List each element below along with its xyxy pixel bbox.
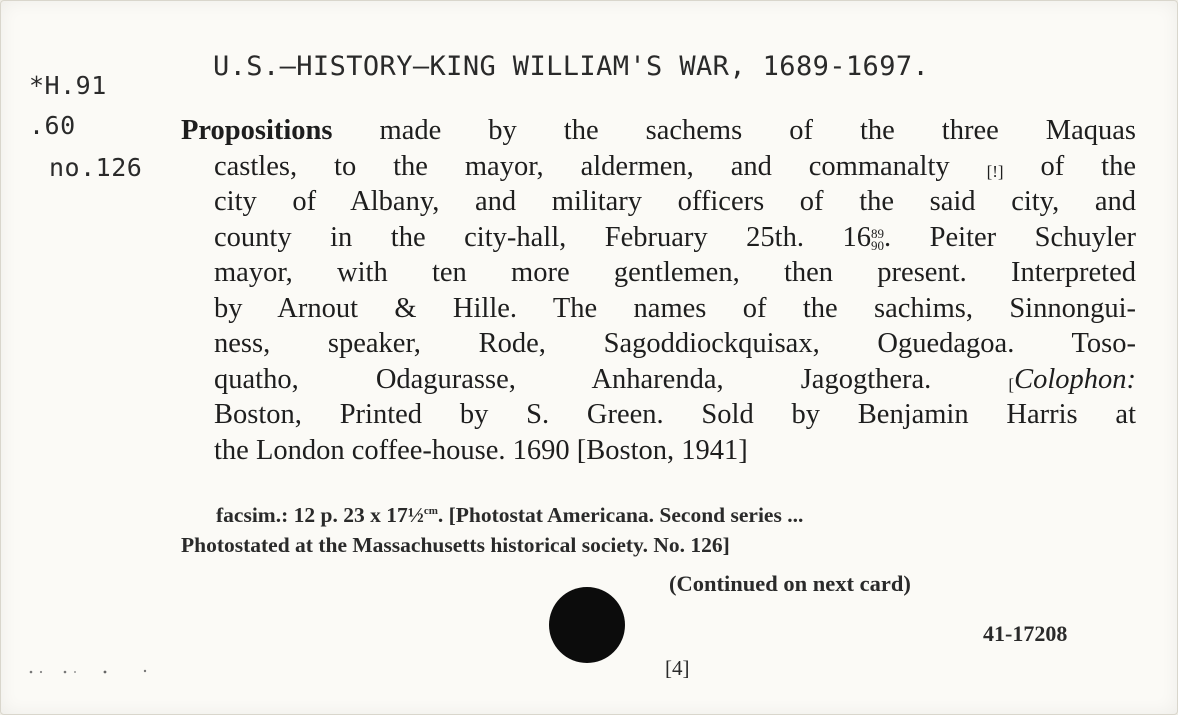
entry-line-10-text-a: the London coffee-house. 1690: [214, 434, 570, 466]
collation-note: [181, 496, 1136, 560]
entry-line-2-text-a: castles, to the mayor, aldermen, and commanalty: [214, 150, 987, 182]
colophon-bracket: [: [1008, 374, 1015, 394]
collation-line-2: Photostated at the Massachusetts historical society. No. 126]: [181, 533, 730, 558]
entry-line-6: by Arnout & Hille. The names of the sachims, Sinnongui-: [214, 292, 1136, 324]
call-number-line-3: no.126: [49, 153, 143, 182]
card-number: 41-17208: [983, 621, 1068, 646]
entry-line-8-text: quatho, Odagurasse, Anharenda, Jagogthera.: [214, 363, 1009, 395]
entry-line-10-text-b: [Boston, 1941]: [569, 434, 748, 466]
call-number-line-2: .60: [29, 111, 76, 140]
entry-line-10: [181, 433, 1136, 469]
colophon-label: Colophon:: [1014, 363, 1136, 395]
entry-line-2-text-b: of the: [1003, 150, 1137, 182]
collation-line-1-text-b: . [Photostat Americana. Second series ...: [437, 503, 804, 528]
collation-line-1-text-a: facsim.: 12 p. 23 x 17½: [216, 503, 424, 528]
entry-line-3: city of Albany, and military officers of the said city, and: [214, 186, 1136, 217]
punch-hole: [549, 587, 625, 663]
entry-line-1-text: made by the sachems of the three Maquas: [332, 115, 1136, 146]
entry-line-4-text-b: . Peiter Schuyler: [884, 221, 1136, 253]
call-number-line-1: *H.91: [29, 71, 107, 100]
entry-line-1: [181, 113, 1136, 149]
entry-line-8: [181, 362, 1136, 398]
year-fraction: [871, 225, 885, 253]
entry-title-lead: Propositions: [181, 115, 333, 146]
collation-line-1: [181, 496, 1136, 530]
entry-line-4: [181, 220, 1136, 256]
subject-heading: U.S.—HISTORY—KING WILLIAM'S WAR, 1689-1697.: [213, 51, 930, 82]
collation-unit: cm: [423, 505, 438, 517]
entry-line-2: [181, 149, 1136, 185]
entry-line-7: ness, speaker, Rode, Sagoddiockquisax, Oguedagoa. Toso-: [214, 328, 1136, 359]
entry-line-5: mayor, with ten more gentlemen, then present. Interpreted: [214, 257, 1136, 288]
sic-bracket: [!]: [986, 161, 1004, 181]
page-mark: [4]: [665, 656, 690, 680]
smudge-marks: [27, 669, 157, 675]
entry-body: [181, 113, 1136, 468]
year-fraction-bottom: 90: [871, 237, 885, 253]
entry-line-4-text-a: county in the city-hall, February 25th. 16: [214, 221, 872, 253]
entry-line-9: Boston, Printed by S. Green. Sold by Benjamin Harris at: [214, 399, 1136, 430]
continued-note: (Continued on next card): [669, 571, 911, 596]
year-fraction-top: 89: [871, 225, 885, 241]
